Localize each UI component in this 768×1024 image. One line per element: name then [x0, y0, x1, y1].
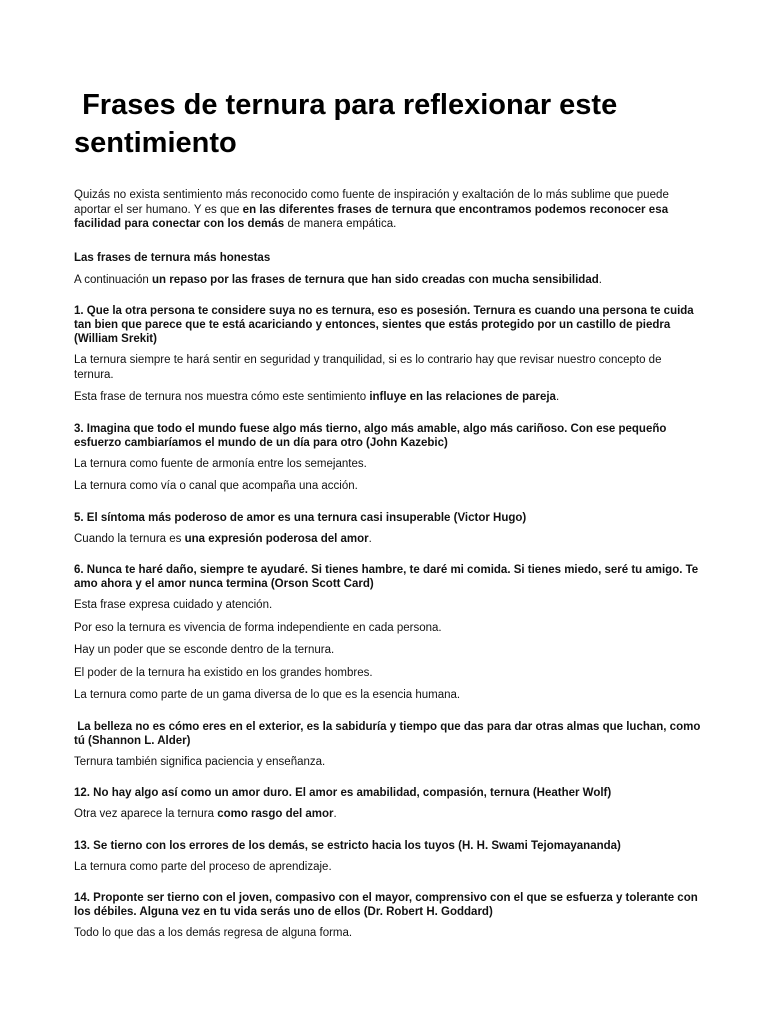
commentary-paragraph: [74, 532, 704, 547]
commentary-emphasis: como rasgo del amor: [217, 808, 334, 820]
commentary-paragraph: [74, 926, 704, 941]
commentary-text: La ternura siempre te hará sentir en seguridad y tranquilidad, si es lo contrario hay que revisar nuestro concepto de ternura.: [74, 354, 662, 381]
commentary-paragraph: [74, 860, 704, 875]
commentary-text: Cuando la ternura es: [74, 532, 185, 545]
section-heading: Las frases de ternura más honestas: [74, 251, 271, 264]
intro-text-2: de manera empática.: [284, 218, 397, 230]
commentary-text: Todo lo que das a los demás regresa de alguna forma.: [74, 927, 353, 939]
commentary-text-end: .: [368, 532, 372, 545]
commentary-text: Ternura también significa paciencia y enseñanza.: [74, 755, 326, 768]
commentary-text: La ternura como parte de un gama diversa de lo que es la esencia humana.: [74, 689, 461, 701]
commentary-paragraph: [74, 390, 704, 405]
section-intro-text-1: A continuación: [74, 273, 153, 286]
commentary-text: Hay un poder que se esconde dentro de la ternura.: [74, 644, 335, 656]
intro-text-1: Quizás no exista sentimiento más reconocido como fuente de inspiración y exaltación de lo más sublime que puede aportar el ser humano. Y es que: [74, 189, 669, 216]
commentary-text: La ternura como vía o canal que acompaña una acción.: [74, 480, 358, 492]
commentary-text: Esta frase expresa cuidado y atención.: [74, 599, 273, 611]
commentary-paragraph: [74, 598, 704, 613]
quote-heading: 13. Se tierno con los errores de los demás, se estricto hacia los tuyos (H. H. Swami Tejomayananda): [74, 839, 621, 852]
commentary-text: La ternura como fuente de armonía entre los semejantes.: [74, 457, 367, 470]
intro-bold-1: en las diferentes frases de ternura que encontramos podemos reconocer esa facilidad para conectar con los demás: [74, 203, 669, 230]
quote-heading: 1. Que la otra persona te considere suya no es ternura, eso es posesión. Ternura es cuando una persona te cuida tan bien que parece que te está acariciando y entonces, sientes que estás protegido por un castillo de piedra (William Srekit): [74, 305, 697, 345]
article: [74, 86, 704, 941]
quote-heading: 14. Proponte ser tierno con el joven, compasivo con el mayor, comprensivo con el que se esfuerza y tolerante con los débiles. Alguna vez en tu vida serás uno de ellos (Dr. Robert H. Goddard): [74, 892, 701, 918]
commentary-text-end: .: [555, 391, 560, 403]
section-intro-text-2: .: [598, 273, 602, 286]
commentary-paragraph: [74, 807, 704, 822]
intro-paragraph: [74, 188, 704, 232]
commentary-text: Esta frase de ternura nos muestra cómo este sentimiento: [74, 391, 370, 403]
commentary-text: La ternura como parte del proceso de aprendizaje.: [74, 860, 332, 873]
quote-heading: 5. El síntoma más poderoso de amor es una ternura casi insuperable (Victor Hugo): [74, 511, 527, 524]
section-intro-paragraph: [74, 273, 704, 288]
quote-list: [74, 304, 704, 941]
commentary-text: Otra vez aparece la ternura: [74, 808, 218, 820]
commentary-paragraph: [74, 688, 704, 703]
commentary-text-end: .: [333, 808, 337, 820]
quote-heading: 3. Imagina que todo el mundo fuese algo más tierno, algo más amable, algo más cariñoso. Con ese pequeño esfuerzo cambiaríamos el mundo de un día para otro (John Kazebic): [74, 422, 670, 449]
commentary-paragraph: [74, 666, 704, 681]
commentary-paragraph: [74, 755, 704, 770]
commentary-paragraph: [74, 457, 704, 472]
commentary-paragraph: [74, 353, 704, 382]
commentary-paragraph: [74, 621, 704, 636]
section-intro-bold-1: un repaso por las frases de ternura que han sido creadas con mucha sensibilidad: [152, 273, 599, 286]
quote-heading: La belleza no es cómo eres en el exterior, es la sabiduría y tiempo que das para dar otras almas que luchan, como tú (Shannon L. Alder): [74, 720, 704, 747]
quote-heading: 12. No hay algo así como un amor duro. El amor es amabilidad, compasión, ternura (Heather Wolf): [74, 787, 612, 799]
commentary-text: El poder de la ternura ha existido en los grandes hombres.: [74, 666, 373, 679]
commentary-emphasis: influye en las relaciones de pareja: [369, 391, 556, 403]
page-title: Frases de ternura para reflexionar este sentimiento: [74, 89, 626, 159]
commentary-emphasis: una expresión poderosa del amor: [184, 532, 369, 545]
quote-heading: 6. Nunca te haré daño, siempre te ayudaré. Si tienes hambre, te daré mi comida. Si tienes miedo, seré tu amigo. Te amo ahora y el amor nunca termina (Orson Scott Card): [74, 564, 702, 590]
commentary-paragraph: [74, 643, 704, 658]
commentary-paragraph: [74, 479, 704, 494]
commentary-text: Por eso la ternura es vivencia de forma independiente en cada persona.: [74, 621, 442, 634]
